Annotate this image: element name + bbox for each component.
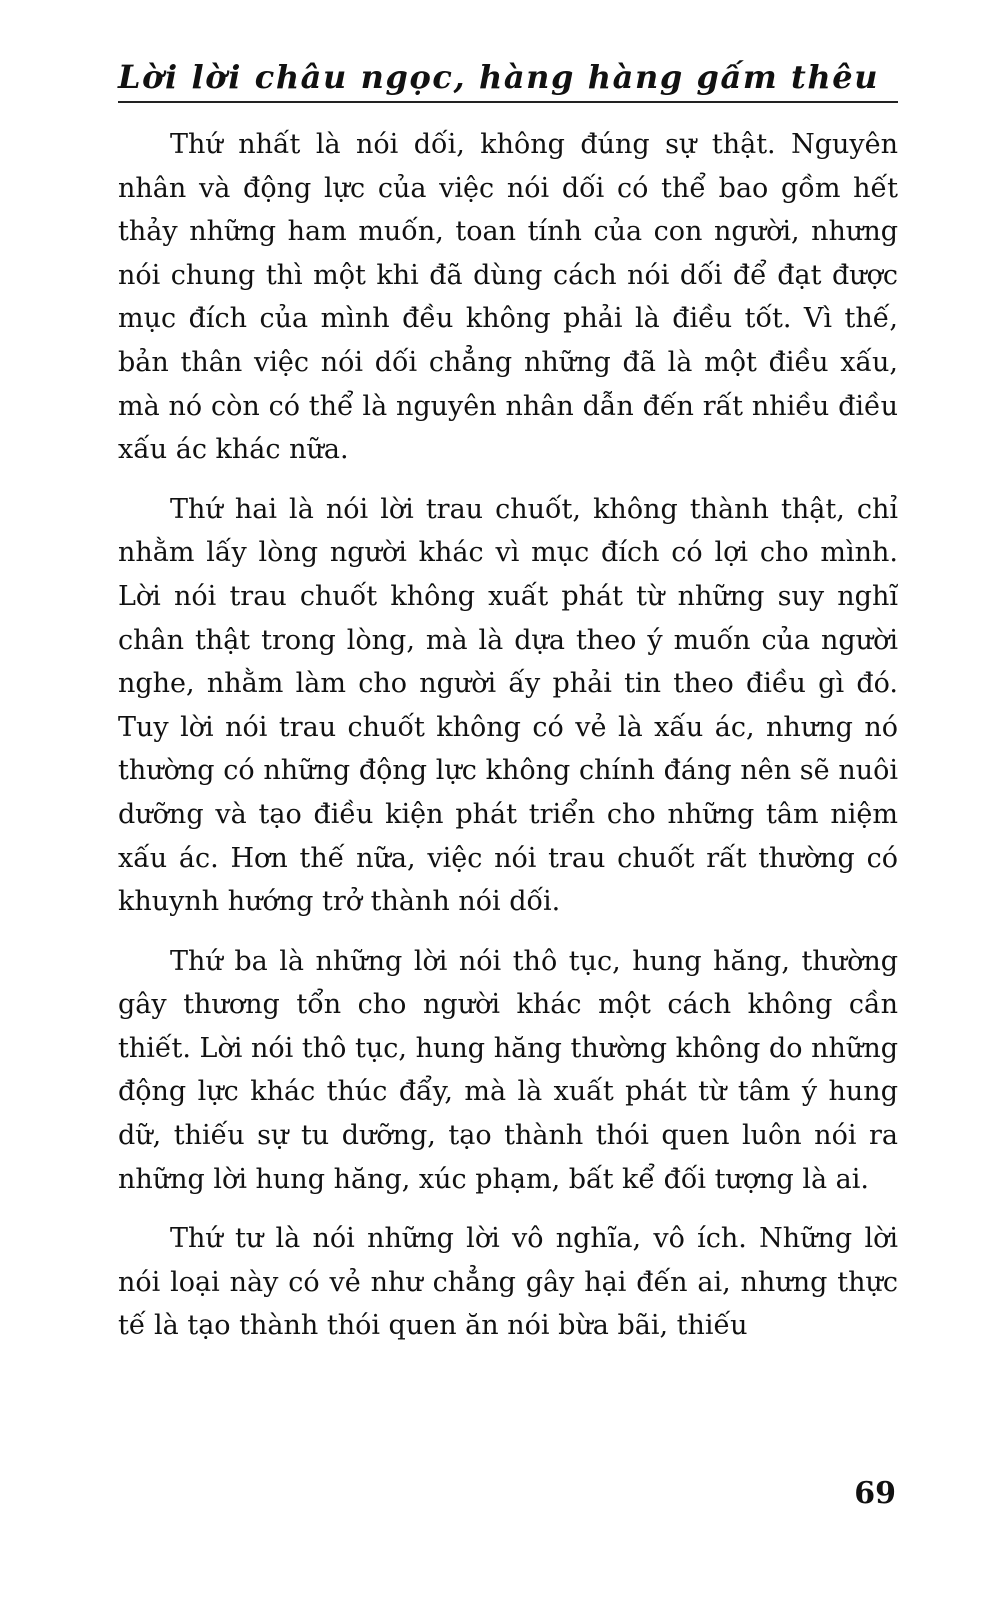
running-header: Lời lời châu ngọc, hàng hàng gấm thêu bbox=[118, 58, 880, 96]
paragraph-4: Thứ tư là nói những lời vô nghĩa, vô ích. Những lời nói loại này có vẻ như chẳng gây hại đến ai, nhưng thực tế là tạo thành thói quen ăn nói bừa bãi, thiếu bbox=[118, 1223, 898, 1342]
header-divider bbox=[118, 101, 898, 103]
paragraph-1: Thứ nhất là nói dối, không đúng sự thật. Nguyên nhân và động lực của việc nói dối có thể bao gồm hết thảy những ham muốn, toan tính của con người, nhưng nói chung thì một khi đã dùng cách nói dối để đạt được mục đích của mình đều không phải là điều tốt. Vì thế, bản thân việc nói dối chẳng những đã là một điều xấu, mà nó còn có thể là nguyên nhân dẫn đến rất nhiều điều xấu ác khác nữa. bbox=[118, 129, 898, 466]
paragraph-2: Thứ hai là nói lời trau chuốt, không thành thật, chỉ nhằm lấy lòng người khác vì mục đích có lợi cho mình. Lời nói trau chuốt không xuất phát từ những suy nghĩ chân thật trong lòng, mà là dựa theo ý muốn của người nghe, nhằm làm cho người ấy phải tin theo điều gì đó. Tuy lời nói trau chuốt không có vẻ là xấu ác, nhưng nó thường có những động lực không chính đáng nên sẽ nuôi dưỡng và tạo điều kiện phát triển cho những tâm niệm xấu ác. Hơn thế nữa, việc nói trau chuốt rất thường có khuynh hướng trở thành nói dối. bbox=[118, 493, 898, 918]
page-number: 69 bbox=[854, 1476, 896, 1511]
body-text bbox=[118, 123, 898, 1364]
paragraph-3: Thứ ba là những lời nói thô tục, hung hăng, thường gây thương tổn cho người khác một cách không cần thiết. Lời nói thô tục, hung hăng thường không do những động lực khác thúc đẩy, mà là xuất phát từ tâm ý hung dữ, thiếu sự tu dưỡng, tạo thành thói quen luôn nói ra những lời hung hăng, xúc phạm, bất kể đối tượng là ai. bbox=[118, 945, 898, 1195]
